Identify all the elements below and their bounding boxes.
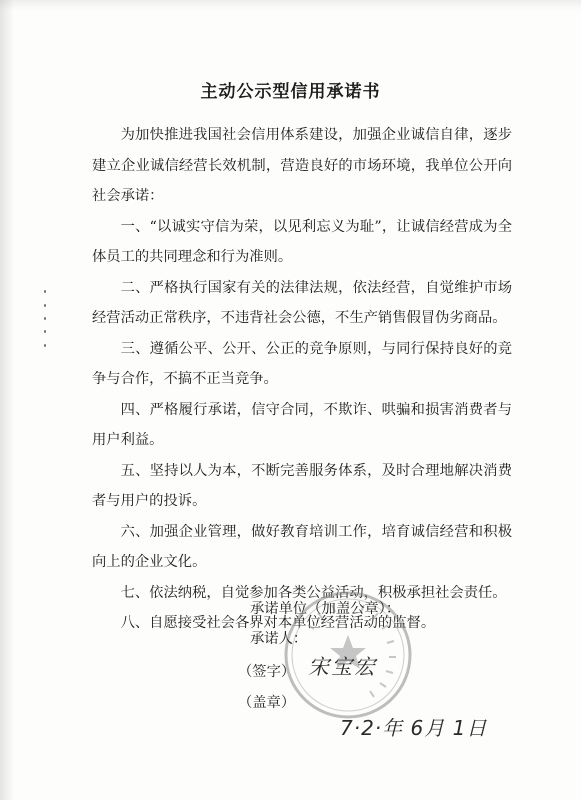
commitment-item-5: 五、坚持以人为本，不断完善服务体系，及时合理地解决消费者与用户的投诉。 [92, 462, 512, 509]
promising-unit-label: 承诺单位（加盖公章）： [250, 601, 401, 617]
scan-top-shadow [0, 0, 581, 10]
stamp-label: （盖章） [238, 695, 296, 711]
intro-paragraph: 为加快推进我国社会信用体系建设，加强企业诚信自律，逐步建立企业诚信经营长效机制，营造良好的市场环境，我单位公开向社会承诺： [92, 127, 512, 204]
commitment-item-3: 三、遵循公平、公开、公正的竞争原则，与同行保持良好的竞争与合作，不搞不正当竞争。 [92, 340, 512, 387]
promisor-label: 承诺人： [250, 631, 308, 647]
commitment-item-1: 一、“以诚实守信为荣，以见利忘义为耻”，让诚信经营成为全体员工的共同理念和行为准则。 [92, 218, 512, 265]
scan-edge-shadow [0, 0, 14, 800]
document-body [92, 120, 512, 639]
commitment-item-2: 二、严格执行国家有关的法律法规，依法经营，自觉维护市场经营活动正常秩序，不违背社会公德，不生产销售假冒伪劣商品。 [92, 279, 512, 326]
commitment-item-4: 四、严格履行承诺，信守合同，不欺诈、哄骗和损害消费者与用户利益。 [92, 401, 512, 448]
scan-specks [44, 290, 48, 350]
handwritten-date: 7·2·年 6月 1日 [340, 716, 488, 740]
handwritten-signature: 宋宝宏 [308, 655, 377, 679]
signature-label: （签字） [238, 664, 296, 680]
document-title: 主动公示型信用承诺书 [200, 82, 381, 102]
commitment-item-8: 八、自愿接受社会各界对本单位经营活动的监督。 [120, 615, 436, 631]
commitment-item-7: 七、依法纳税，自觉参加各类公益活动，积极承担社会责任。 [120, 584, 507, 601]
commitment-item-6: 六、加强企业管理，做好教育培训工作，培育诚信经营和积极向上的企业文化。 [92, 523, 512, 570]
